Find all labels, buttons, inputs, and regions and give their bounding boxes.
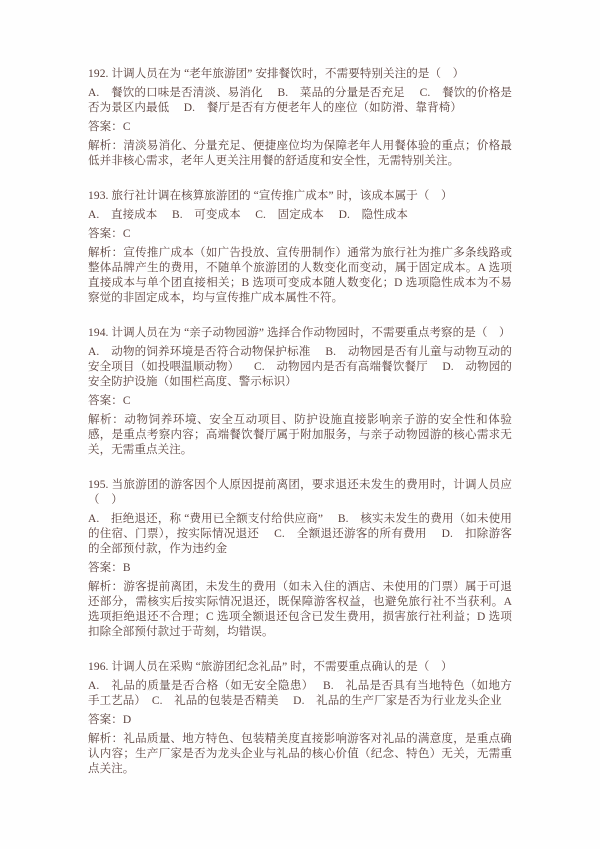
answer-line (88, 713, 512, 728)
answer-label: 答案： (88, 562, 123, 574)
analysis-label: 解析： (88, 140, 124, 152)
answer-value: B (122, 562, 131, 574)
question-block-194 (88, 326, 512, 458)
answer-label: 答案： (88, 395, 123, 407)
answer-label: 答案： (88, 228, 123, 240)
analysis-label: 解析： (88, 247, 124, 259)
analysis-text: 游客提前离团，未发生的费用（如未入住的酒店、未使用的门票）属于可退还部分，需核实后按实际情况退还，既保障游客权益，也避免旅行社不当获利。A 选项拒绝退还不合理；C 选项全额退还包含已发生费用，损害旅行社利益；D 选项扣除全部预付款过于苛刻，均错误。 (88, 581, 512, 638)
answer-value: C (122, 228, 131, 240)
analysis-text: 清淡易消化、分量充足、便捷座位均为保障老年人用餐体验的重点；价格最低并非核心需求，老年人更关注用餐的舒适度和安全性，无需特别关注。 (88, 140, 512, 167)
question-stem: 192. 计调人员在为 “老年旅游团” 安排餐饮时，不需要特别关注的是（ ） (88, 68, 465, 80)
question-stem: 196. 计调人员在采购 “旅游团纪念礼品” 时，不需要重点确认的是（ ） (88, 661, 453, 673)
answer-line (88, 561, 512, 576)
answer-value: C (122, 121, 131, 133)
question-options: A. 直接成本 B. 可变成本 C. 固定成本 D. 隐性成本 (88, 209, 408, 221)
question-options: A. 动物的饲养环境是否符合动物保护标准 B. 动物园是否有儿童与动物互动的安全项目（如投喂温顺动物） C. 动物园内是否有高端餐饮餐厅 D. 动物园的安全防护设施（如围栏高度、警示标识） (88, 346, 512, 388)
analysis-text: 动物饲养环境、安全互动项目、防护设施直接影响亲子游的安全性和体验感，是重点考察内容；高端餐饮餐厅属于附加服务，与亲子动物园游的核心需求无关，无需重点关注。 (88, 414, 512, 456)
question-stem: 194. 计调人员在为 “亲子动物园游” 选择合作动物园时，不需要重点考察的是（ ） (88, 327, 511, 339)
analysis-line (88, 139, 512, 169)
answer-value: C (122, 395, 131, 407)
analysis-text: 宣传推广成本（如广告投放、宣传册制作）通常为旅行社为推广多条线路或整体品牌产生的费用，不随单个旅游团的人数变化而变动，属于固定成本。A 选项直接成本与单个团直接相关；B 选项可变成本随人数变化；D 选项隐性成本为不易察觉的非固定成本，均与宣传推广成本属性不符。 (88, 247, 512, 304)
document-content (88, 67, 512, 797)
analysis-line (88, 580, 512, 640)
question-block-192 (88, 67, 512, 169)
question-block-196 (88, 660, 512, 777)
question-block-193 (88, 189, 512, 306)
analysis-label: 解析： (88, 581, 124, 593)
analysis-line (88, 246, 512, 306)
answer-value: D (122, 714, 132, 726)
analysis-line (88, 413, 512, 458)
question-options: A. 拒绝退还，称 “费用已全额支付给供应商” B. 核实未发生的费用（如未使用的住宿、门票），按实际情况退还 C. 全额退还游客的所有费用 D. 扣除游客的全部预付款，作为违约金 (88, 513, 512, 555)
analysis-text: 礼品质量、地方特色、包装精美度直接影响游客对礼品的满意度，是重点确认内容；生产厂家是否为龙头企业与礼品的核心价值（纪念、特色）无关，无需重点关注。 (88, 733, 512, 775)
question-options: A. 礼品的质量是否合格（如无安全隐患） B. 礼品是否具有当地特色（如地方手工艺品） C. 礼品的包装是否精美 D. 礼品的生产厂家是否为行业龙头企业 (88, 680, 512, 707)
analysis-label: 解析： (88, 414, 125, 426)
analysis-line (88, 732, 512, 777)
answer-line (88, 394, 512, 409)
question-options: A. 餐饮的口味是否清淡、易消化 B. 菜品的分量是否充足 C. 餐饮的价格是否为景区内最低 D. 餐厅是否有方便老年人的座位（如防滑、靠背椅） (88, 87, 512, 114)
answer-label: 答案： (88, 121, 123, 133)
analysis-label: 解析： (88, 733, 124, 745)
answer-line (88, 120, 512, 135)
question-stem: 193. 旅行社计调在核算旅游团的 “宣传推广成本” 时，该成本属于（ ） (88, 190, 453, 202)
question-stem: 195. 当旅游团的游客因个人原因提前离团，要求退还未发生的费用时，计调人员应（ ） (88, 479, 512, 506)
answer-line (88, 227, 512, 242)
question-block-195 (88, 478, 512, 640)
answer-label: 答案： (88, 714, 123, 726)
